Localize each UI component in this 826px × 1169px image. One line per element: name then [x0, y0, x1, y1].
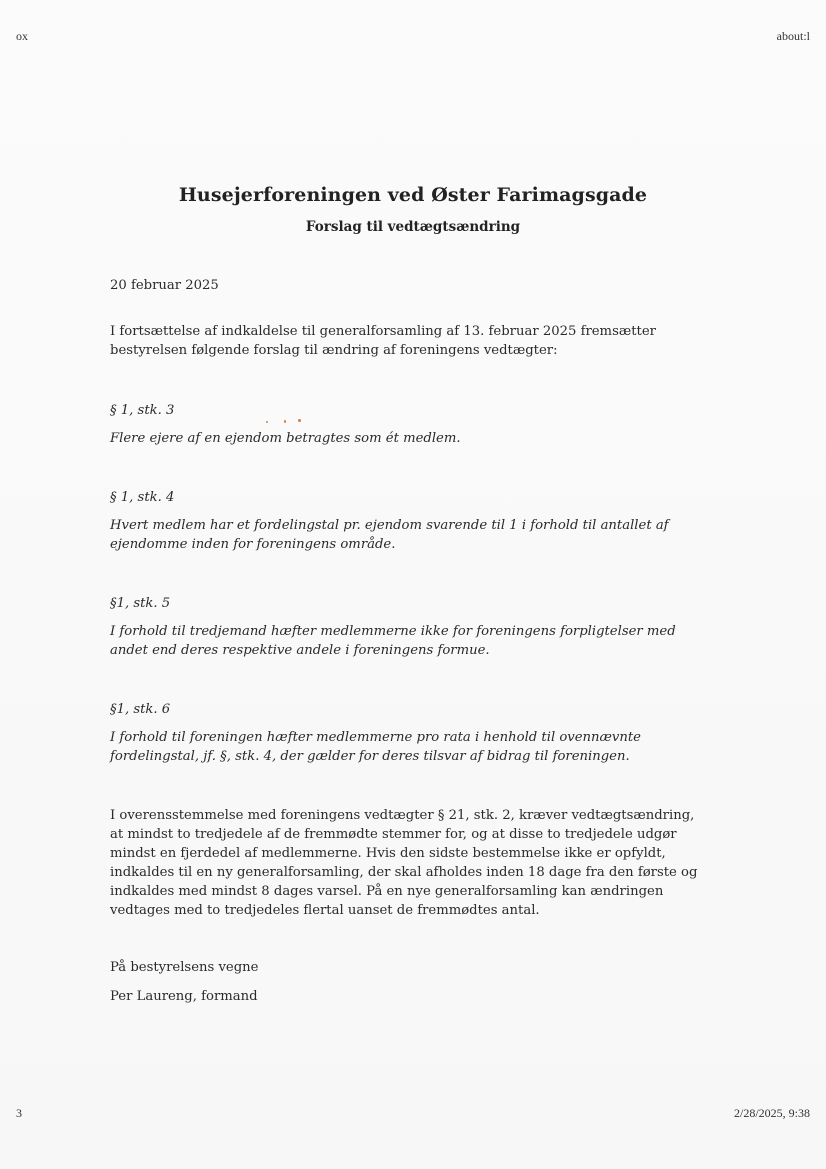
print-footer-left: 3 — [16, 1106, 22, 1120]
document-subtitle: Forslag til vedtægtsændring — [305, 219, 521, 235]
ink-speck — [284, 420, 286, 423]
closing-paragraph: I overensstemmelse med foreningens vedtægter § 21, stk. 2, kræver vedtægtsændring, at mindst to tredjedele af de fremmødte stemmer for, og at disse to tredjedele udgør mindst en fjerdedel af medlemmerne. Hvis den sidste bestemmelse ikke er opfyldt, indkaldes til en ny generalforsamling, der skal afholdes inden 18 dage fra den første og indkaldes med mindst 8 dages varsel. På en nye generalforsamling kan ændringen vedtages med to tredjedeles flertal uanset de fremmødtes antal. — [110, 808, 698, 918]
section-heading: § 1, stk. 3 — [110, 403, 175, 418]
section-body: Hvert medlem har et fordelingstal pr. ejendom svarende til 1 i forhold til antallet af ejendomme inden for foreningens område. — [110, 518, 669, 552]
section-heading: §1, stk. 5 — [110, 596, 171, 611]
document-title: Husejerforeningen ved Øster Farimagsgade — [178, 184, 648, 206]
document-date: 20 februar 2025 — [110, 278, 219, 293]
section-body: I forhold til foreningen hæfter medlemmerne pro rata i henhold til ovennævnte fordelingstal, jf. §, stk. 4, der gælder for deres tilsvar af bidrag til foreningen. — [110, 730, 641, 764]
intro-paragraph: I fortsættelse af indkaldelse til generalforsamling af 13. februar 2025 fremsætter bestyrelsen følgende forslag til ændring af foreningens vedtægter: — [110, 324, 656, 358]
print-footer-right: 2/28/2025, 9:38 — [733, 1106, 810, 1120]
print-header-left: ox — [16, 29, 28, 43]
regards-line: På bestyrelsens vegne — [110, 960, 259, 975]
section-heading: § 1, stk. 4 — [110, 490, 175, 505]
signer-line: Per Laureng, formand — [110, 989, 258, 1004]
section-heading: §1, stk. 6 — [110, 702, 171, 717]
ink-speck — [266, 421, 268, 423]
section-body: I forhold til tredjemand hæfter medlemmerne ikke for foreningens forpligtelser med andet end deres respektive andele i foreningens formue. — [110, 624, 676, 658]
print-header-right: about:l — [776, 29, 810, 43]
ink-speck — [298, 419, 301, 422]
section-body: Flere ejere af en ejendom betragtes som ét medlem. — [110, 431, 461, 446]
